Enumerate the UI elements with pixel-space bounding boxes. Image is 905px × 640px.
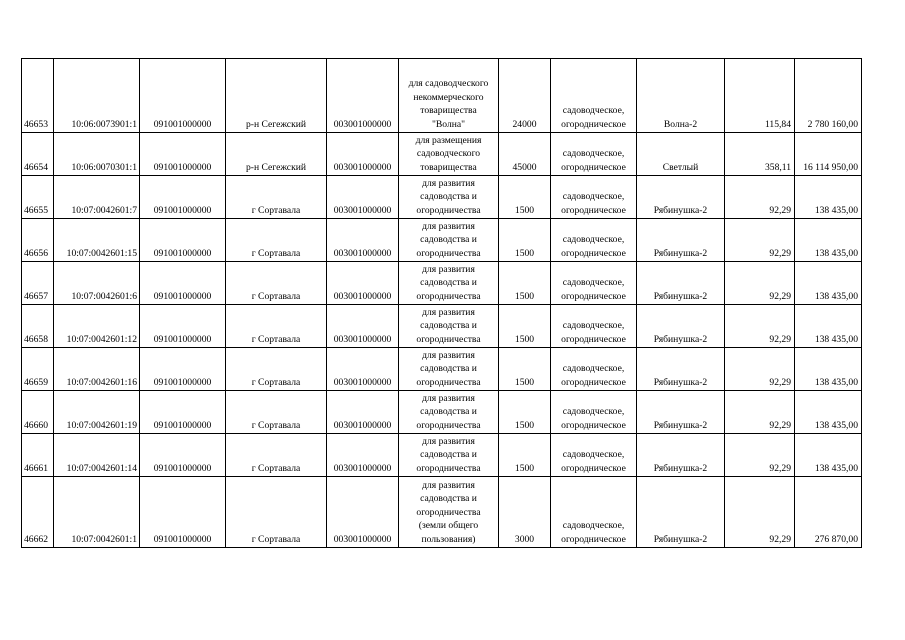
table-row — [22, 305, 862, 348]
permitted-use-cell — [399, 176, 499, 219]
district-cell: г Сортавала — [226, 391, 327, 434]
oktmo-code-cell: 003001000000 — [327, 219, 399, 262]
area-cell: 45000 — [499, 133, 551, 176]
total-value-cell: 2 780 160,00 — [795, 59, 862, 133]
oktmo-code-cell: 003001000000 — [327, 305, 399, 348]
permitted-use-line: для развития — [422, 435, 475, 447]
unit-price-cell: 92,29 — [725, 434, 795, 477]
permitted-use-line: огородничества — [416, 204, 481, 216]
land-use-type-cell — [551, 477, 637, 548]
row-number-cell: 46657 — [22, 262, 54, 305]
land-use-type-line: огородническое — [561, 204, 626, 216]
oktmo-code-cell: 003001000000 — [327, 133, 399, 176]
district-cell: р-н Сегежский — [226, 59, 327, 133]
land-plots-table — [21, 58, 862, 548]
total-value-cell: 138 435,00 — [795, 305, 862, 348]
okato-code-cell: 091001000000 — [140, 434, 226, 477]
unit-price-cell: 92,29 — [725, 348, 795, 391]
partnership-name-cell: Светлый — [637, 133, 725, 176]
row-number-cell: 46653 — [22, 59, 54, 133]
total-value-cell: 276 870,00 — [795, 477, 862, 548]
okato-code-cell: 091001000000 — [140, 59, 226, 133]
district-cell: г Сортавала — [226, 434, 327, 477]
area-cell: 1500 — [499, 348, 551, 391]
permitted-use-line: для садоводческого — [408, 78, 489, 89]
cadastral-number-cell: 10:07:0042601:15 — [54, 219, 140, 262]
unit-price-cell: 92,29 — [725, 305, 795, 348]
permitted-use-line: садоводства и — [420, 406, 477, 417]
area-cell: 1500 — [499, 262, 551, 305]
permitted-use-line: для развития — [422, 220, 475, 232]
partnership-name-cell: Волна-2 — [637, 59, 725, 133]
permitted-use-line: товарищества — [420, 105, 477, 116]
permitted-use-line: садоводства и — [420, 363, 477, 374]
land-use-type-line: огородническое — [561, 419, 626, 431]
permitted-use-line: огородничества — [416, 333, 481, 345]
permitted-use-line: (земли общего — [418, 520, 479, 531]
permitted-use-line: садоводства и — [420, 234, 477, 245]
oktmo-code-cell: 003001000000 — [327, 391, 399, 434]
okato-code-cell: 091001000000 — [140, 348, 226, 391]
cadastral-number-cell: 10:07:0042601:12 — [54, 305, 140, 348]
land-use-type-line: садоводческое, — [562, 520, 625, 531]
okato-code-cell: 091001000000 — [140, 262, 226, 305]
table-row — [22, 348, 862, 391]
permitted-use-line: огородничества — [416, 290, 481, 302]
cadastral-number-cell: 10:07:0042601:19 — [54, 391, 140, 434]
permitted-use-line: огородничества — [416, 376, 481, 388]
partnership-name-cell: Рябинушка-2 — [637, 305, 725, 348]
land-use-type-line: садоводческое, — [562, 277, 625, 288]
land-use-type-line: огородническое — [561, 290, 626, 302]
permitted-use-line: садоводческого — [416, 148, 481, 159]
okato-code-cell: 091001000000 — [140, 219, 226, 262]
permitted-use-cell — [399, 477, 499, 548]
oktmo-code-cell: 003001000000 — [327, 262, 399, 305]
row-number-cell: 46659 — [22, 348, 54, 391]
total-value-cell: 138 435,00 — [795, 391, 862, 434]
land-use-type-cell — [551, 219, 637, 262]
oktmo-code-cell: 003001000000 — [327, 477, 399, 548]
total-value-cell: 16 114 950,00 — [795, 133, 862, 176]
partnership-name-cell: Рябинушка-2 — [637, 176, 725, 219]
okato-code-cell: 091001000000 — [140, 305, 226, 348]
land-use-type-cell — [551, 348, 637, 391]
cadastral-number-cell: 10:07:0042601:6 — [54, 262, 140, 305]
permitted-use-line: огородничества — [416, 419, 481, 431]
district-cell: р-н Сегежский — [226, 133, 327, 176]
land-use-type-line: огородническое — [561, 161, 626, 173]
area-cell: 1500 — [499, 305, 551, 348]
table-row — [22, 262, 862, 305]
permitted-use-line: "Волна" — [431, 118, 466, 130]
row-number-cell: 46662 — [22, 477, 54, 548]
land-use-type-line: огородническое — [561, 247, 626, 259]
row-number-cell: 46655 — [22, 176, 54, 219]
okato-code-cell: 091001000000 — [140, 391, 226, 434]
unit-price-cell: 92,29 — [725, 176, 795, 219]
okato-code-cell: 091001000000 — [140, 176, 226, 219]
total-value-cell: 138 435,00 — [795, 348, 862, 391]
total-value-cell: 138 435,00 — [795, 262, 862, 305]
cadastral-number-cell: 10:07:0042601:16 — [54, 348, 140, 391]
land-use-type-line: садоводческое, — [562, 148, 625, 159]
total-value-cell: 138 435,00 — [795, 176, 862, 219]
permitted-use-cell — [399, 348, 499, 391]
district-cell: г Сортавала — [226, 219, 327, 262]
cadastral-number-cell: 10:06:0070301:1 — [54, 133, 140, 176]
land-use-type-line: садоводческое, — [562, 363, 625, 374]
permitted-use-line: для развития — [422, 392, 475, 404]
permitted-use-line: для размещения — [415, 134, 482, 146]
permitted-use-cell — [399, 133, 499, 176]
land-use-type-line: садоводческое, — [562, 234, 625, 245]
unit-price-cell: 358,11 — [725, 133, 795, 176]
oktmo-code-cell: 003001000000 — [327, 176, 399, 219]
permitted-use-line: для развития — [422, 349, 475, 361]
permitted-use-cell — [399, 219, 499, 262]
district-cell: г Сортавала — [226, 477, 327, 548]
permitted-use-line: для развития — [422, 479, 475, 491]
land-use-type-line: садоводческое, — [562, 320, 625, 331]
land-use-type-cell — [551, 133, 637, 176]
table-row — [22, 133, 862, 176]
land-use-type-line: садоводческое, — [562, 191, 625, 202]
area-cell: 1500 — [499, 176, 551, 219]
unit-price-cell: 92,29 — [725, 262, 795, 305]
land-use-type-cell — [551, 262, 637, 305]
permitted-use-line: садоводства и — [420, 320, 477, 331]
land-use-type-line: огородническое — [561, 533, 626, 545]
district-cell: г Сортавала — [226, 348, 327, 391]
cadastral-number-cell: 10:07:0042601:14 — [54, 434, 140, 477]
permitted-use-cell — [399, 305, 499, 348]
cadastral-number-cell: 10:06:0073901:1 — [54, 59, 140, 133]
district-cell: г Сортавала — [226, 305, 327, 348]
unit-price-cell: 92,29 — [725, 477, 795, 548]
partnership-name-cell: Рябинушка-2 — [637, 262, 725, 305]
permitted-use-line: огородничества — [416, 247, 481, 259]
row-number-cell: 46654 — [22, 133, 54, 176]
district-cell: г Сортавала — [226, 176, 327, 219]
okato-code-cell: 091001000000 — [140, 133, 226, 176]
total-value-cell: 138 435,00 — [795, 434, 862, 477]
land-use-type-cell — [551, 391, 637, 434]
row-number-cell: 46658 — [22, 305, 54, 348]
row-number-cell: 46661 — [22, 434, 54, 477]
okato-code-cell: 091001000000 — [140, 477, 226, 548]
area-cell: 24000 — [499, 59, 551, 133]
permitted-use-line: пользования) — [421, 533, 476, 545]
oktmo-code-cell: 003001000000 — [327, 348, 399, 391]
cadastral-number-cell: 10:07:0042601:7 — [54, 176, 140, 219]
unit-price-cell: 115,84 — [725, 59, 795, 133]
land-use-type-cell — [551, 305, 637, 348]
permitted-use-line: огородничества — [416, 506, 481, 518]
land-use-type-cell — [551, 434, 637, 477]
land-use-type-line: огородническое — [561, 462, 626, 474]
district-cell: г Сортавала — [226, 262, 327, 305]
table-row — [22, 391, 862, 434]
land-use-type-line: садоводческое, — [562, 449, 625, 460]
table-row — [22, 59, 862, 133]
permitted-use-line: товарищества — [420, 161, 477, 173]
permitted-use-line: садоводства и — [420, 191, 477, 202]
area-cell: 3000 — [499, 477, 551, 548]
table-row — [22, 219, 862, 262]
table-row — [22, 176, 862, 219]
permitted-use-line: для развития — [422, 263, 475, 275]
land-use-type-line: огородническое — [561, 376, 626, 388]
permitted-use-line: огородничества — [416, 462, 481, 474]
partnership-name-cell: Рябинушка-2 — [637, 348, 725, 391]
permitted-use-line: некоммерческого — [413, 91, 484, 103]
unit-price-cell: 92,29 — [725, 391, 795, 434]
land-use-type-line: огородническое — [561, 333, 626, 345]
permitted-use-line: для развития — [422, 177, 475, 189]
land-use-type-line: садоводческое, — [562, 406, 625, 417]
partnership-name-cell: Рябинушка-2 — [637, 219, 725, 262]
table-row — [22, 434, 862, 477]
permitted-use-cell — [399, 391, 499, 434]
partnership-name-cell: Рябинушка-2 — [637, 477, 725, 548]
total-value-cell: 138 435,00 — [795, 219, 862, 262]
permitted-use-line: садоводства и — [420, 493, 477, 504]
land-use-type-line: садоводческое, — [562, 105, 625, 116]
area-cell: 1500 — [499, 434, 551, 477]
permitted-use-line: садоводства и — [420, 277, 477, 288]
land-use-type-cell — [551, 59, 637, 133]
area-cell: 1500 — [499, 219, 551, 262]
permitted-use-cell — [399, 59, 499, 133]
row-number-cell: 46660 — [22, 391, 54, 434]
area-cell: 1500 — [499, 391, 551, 434]
table-row — [22, 477, 862, 548]
partnership-name-cell: Рябинушка-2 — [637, 434, 725, 477]
permitted-use-cell — [399, 434, 499, 477]
cadastral-number-cell: 10:07:0042601:1 — [54, 477, 140, 548]
permitted-use-cell — [399, 262, 499, 305]
permitted-use-line: для развития — [422, 306, 475, 318]
land-use-type-cell — [551, 176, 637, 219]
table-body — [22, 59, 862, 548]
row-number-cell: 46656 — [22, 219, 54, 262]
partnership-name-cell: Рябинушка-2 — [637, 391, 725, 434]
oktmo-code-cell: 003001000000 — [327, 434, 399, 477]
unit-price-cell: 92,29 — [725, 219, 795, 262]
oktmo-code-cell: 003001000000 — [327, 59, 399, 133]
land-use-type-line: огородническое — [561, 118, 626, 130]
permitted-use-line: садоводства и — [420, 449, 477, 460]
